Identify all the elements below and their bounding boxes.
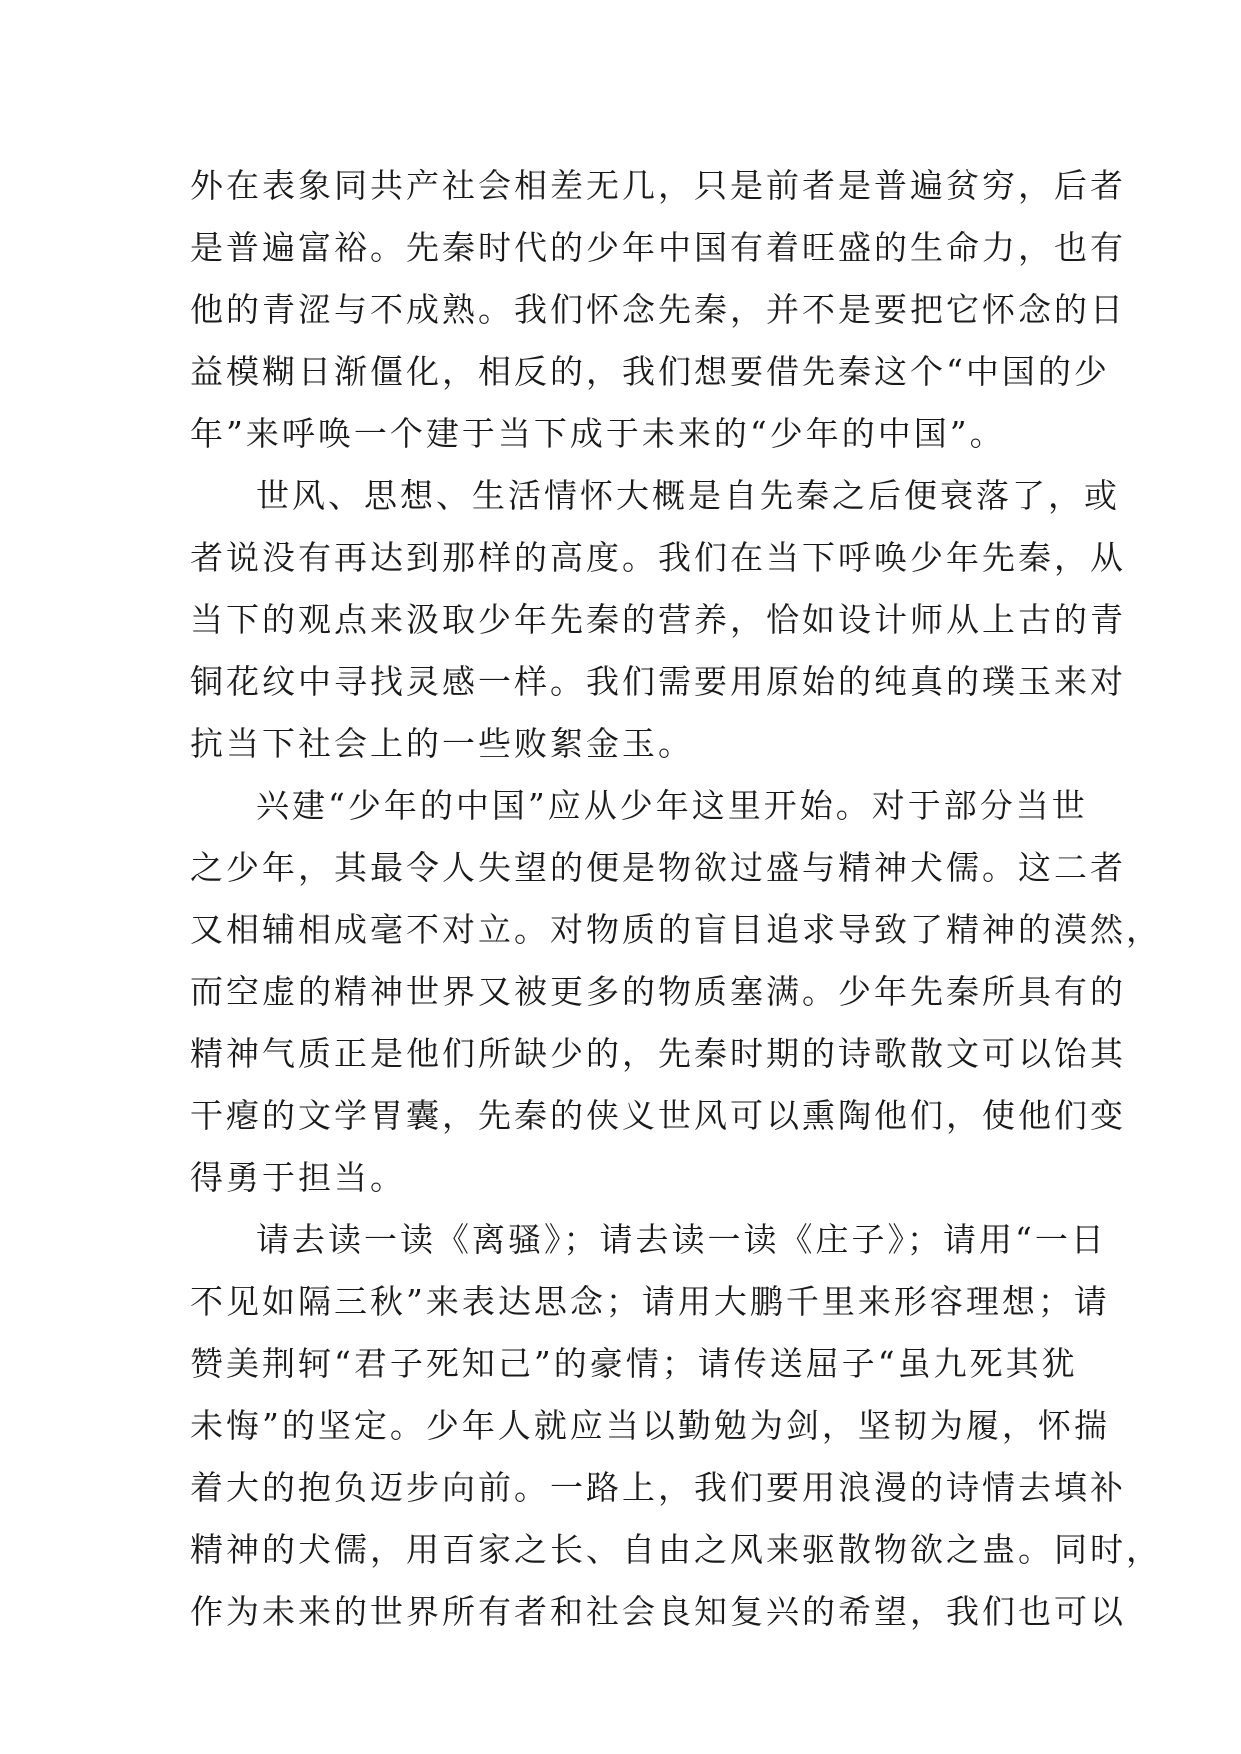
text-line: 抗当下社会上的一些败絮金玉。 bbox=[190, 724, 694, 763]
text-line: 作为未来的世界所有者和社会良知复兴的希望，我们也可以 bbox=[190, 1592, 1126, 1631]
text-line: 得勇于担当。 bbox=[190, 1158, 406, 1197]
text-line: 精神的犬儒，用百家之长、自由之风来驱散物欲之蛊。同时， bbox=[190, 1530, 1162, 1569]
text-line: 干瘪的文学胃囊，先秦的侠义世风可以熏陶他们，使他们变 bbox=[190, 1096, 1126, 1135]
text-line: 益模糊日渐僵化，相反的，我们想要借先秦这个“中国的少 bbox=[190, 352, 1110, 391]
text-line: 世风、思想、生活情怀大概是自先秦之后便衰落了，或 bbox=[256, 476, 1120, 515]
text-line: 之少年，其最令人失望的便是物欲过盛与精神犬儒。这二者 bbox=[190, 848, 1126, 887]
text-line: 当下的观点来汲取少年先秦的营养，恰如设计师从上古的青 bbox=[190, 600, 1126, 639]
text-line: 又相辅相成毫不对立。对物质的盲目追求导致了精神的漠然， bbox=[190, 910, 1162, 949]
text-line: 铜花纹中寻找灵感一样。我们需要用原始的纯真的璞玉来对 bbox=[190, 662, 1126, 701]
text-line: 兴建“少年的中国”应从少年这里开始。对于部分当世 bbox=[256, 786, 1088, 825]
text-line: 不见如隔三秋”来表达思念；请用大鹏千里来形容理想；请 bbox=[190, 1282, 1110, 1321]
paragraph-2 bbox=[190, 465, 1126, 775]
text-line: 年”来呼唤一个建于当下成于未来的“少年的中国”。 bbox=[190, 414, 1006, 453]
text-line: 赞美荆轲“君子死知己”的豪情；请传送屈子“虽九死其犹 bbox=[190, 1344, 1078, 1383]
text-line: 而空虚的精神世界又被更多的物质塞满。少年先秦所具有的 bbox=[190, 972, 1126, 1011]
paragraph-1 bbox=[190, 155, 1126, 465]
text-line: 着大的抱负迈步向前。一路上，我们要用浪漫的诗情去填补 bbox=[190, 1468, 1126, 1507]
text-line: 请去读一读《离骚》；请去读一读《庄子》；请用“一日 bbox=[256, 1220, 1107, 1259]
body-text bbox=[190, 155, 1162, 1643]
text-line: 未悔”的坚定。少年人就应当以勤勉为剑，坚韧为履，怀揣 bbox=[190, 1406, 1110, 1445]
paragraph-4 bbox=[190, 1209, 1162, 1643]
text-line: 他的青涩与不成熟。我们怀念先秦，并不是要把它怀念的日 bbox=[190, 290, 1126, 329]
text-line: 外在表象同共产社会相差无几，只是前者是普遍贫穷，后者 bbox=[190, 166, 1126, 205]
text-line: 者说没有再达到那样的高度。我们在当下呼唤少年先秦，从 bbox=[190, 538, 1126, 577]
paragraph-3 bbox=[190, 775, 1162, 1209]
text-line: 是普遍富裕。先秦时代的少年中国有着旺盛的生命力，也有 bbox=[190, 228, 1126, 267]
text-line: 精神气质正是他们所缺少的，先秦时期的诗歌散文可以饴其 bbox=[190, 1034, 1126, 1073]
